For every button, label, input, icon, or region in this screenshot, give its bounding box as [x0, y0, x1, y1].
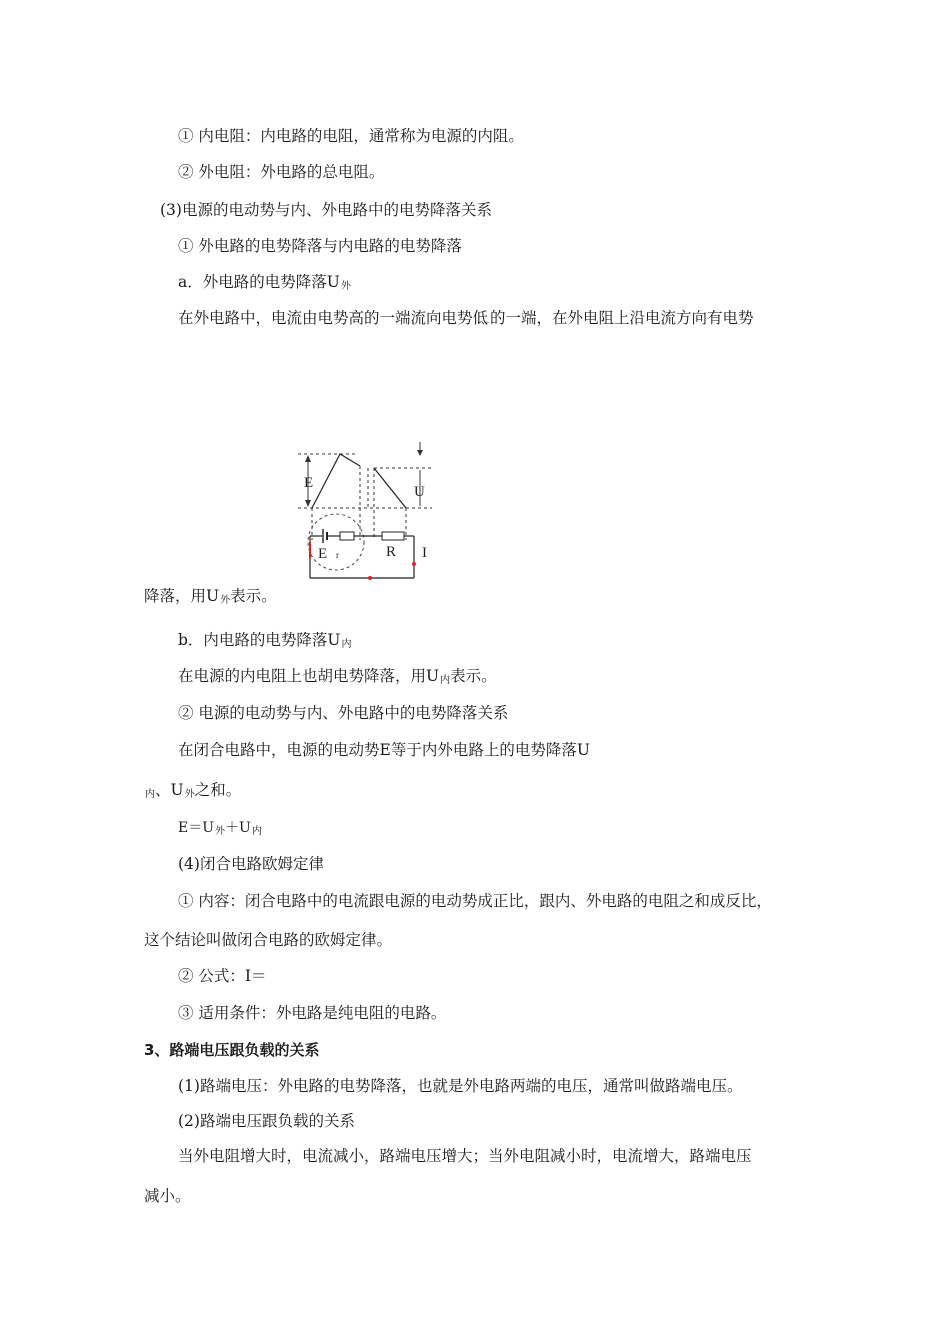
sum-sub-inner: 内	[145, 789, 155, 800]
text-terminal-voltage: (1)路端电压：外电路的电势降落，也就是外电路两端的电压，通常叫做路端电压。	[178, 1077, 743, 1095]
current-marker-bottom	[368, 576, 372, 580]
formula-e-a: E＝U	[178, 820, 215, 836]
text-section-3: (3)电源的电动势与内、外电路中的电势降落关系	[160, 201, 492, 219]
source-circle	[308, 514, 364, 570]
external-drop-desc-a: 在外电路中，电流由电势高的一端流向电势低	[178, 309, 489, 327]
drop-symbol-b: 表示。	[230, 587, 277, 605]
text-ohm-law-content: ① 内容：闭合电路中的电流跟电源的电动势成正比，跟内、外电路的电阻之和成反比，	[178, 892, 772, 910]
circuit-diagram	[296, 440, 436, 590]
text-internal-resistance: ① 内电阻：内电路的电阻，通常称为电源的内阻。	[178, 127, 524, 145]
label-r-big: R	[386, 544, 397, 560]
text-formula: ② 公式：I＝	[178, 967, 267, 985]
formula-e-sub2: 内	[251, 826, 262, 837]
text-load-relation: 当外电阻增大时，电流减小，路端电压增大；当外电阻减小时，电流增大，路端电压	[178, 1147, 752, 1165]
e-arrow-head-down	[305, 500, 311, 507]
text-conditions: ③ 适用条件：外电路是纯电阻的电路。	[178, 1004, 447, 1022]
u-arrow-head-top	[417, 450, 423, 456]
internal-resistor	[340, 532, 354, 540]
text-external-resistance: ② 外电阻：外电路的总电阻。	[178, 163, 385, 181]
formula-e-sub1: 外	[215, 826, 226, 837]
external-resistor	[382, 532, 404, 540]
label-e-left: E	[304, 475, 314, 491]
text-internal-drop-desc	[178, 666, 497, 691]
label-u: U	[414, 484, 425, 500]
potential-step	[374, 468, 406, 508]
sum-sub-outer: 外	[184, 789, 195, 800]
formula-e-b: ＋U	[225, 820, 251, 836]
current-marker-right	[412, 562, 416, 566]
e-arrow-head-up	[305, 455, 311, 462]
label-e-source: E	[318, 546, 328, 562]
item-b-main: b．内电路的电势降落U	[178, 631, 341, 649]
text-external-drop-desc: 在外电路中，电流由电势高的一端流向电势低.的一端，在外电阻上沿电流方向有电势	[178, 309, 754, 327]
internal-drop-b: 表示。	[450, 667, 497, 685]
text-external-drop-symbol	[144, 586, 277, 611]
potential-curve-internal	[312, 454, 360, 508]
text-closed-circuit: 在闭合电路中，电源的电动势E等于内外电路上的电势降落U	[178, 741, 590, 759]
heading-section-3: 3、路端电压跟负载的关系	[144, 1041, 320, 1059]
sum-b: 之和。	[194, 781, 242, 799]
label-r-small: r	[336, 550, 339, 560]
text-subsection-1: ① 外电路的电势降落与内电路的电势降落	[178, 237, 462, 255]
drop-symbol-sub: 外	[220, 595, 231, 606]
text-subsection-2: ② 电源的电动势与内、外电路中的电势降落关系	[178, 704, 509, 722]
label-i: I	[422, 545, 427, 561]
internal-drop-sub: 内	[440, 675, 451, 686]
external-drop-desc-b: 的一端，在外电阻上沿电流方向有电势	[489, 309, 754, 327]
text-item-b	[178, 630, 352, 655]
text-item-a	[178, 272, 351, 297]
item-a-main: a．外电路的电势降落U	[178, 273, 340, 291]
internal-drop-a: 在电源的内电阻上也胡电势降落，用U	[178, 667, 440, 685]
drop-symbol-a: 降落，用U	[144, 587, 220, 605]
sum-a: 、U	[155, 781, 184, 799]
text-formula-e	[178, 818, 262, 842]
item-b-sub: 内	[341, 639, 352, 650]
text-terminal-load: (2)路端电压跟负载的关系	[178, 1112, 355, 1130]
text-load-relation-end: 减小。	[144, 1187, 191, 1205]
text-ohm-law-name: 这个结论叫做闭合电路的欧姆定律。	[144, 931, 393, 949]
text-section-4: (4)闭合电路欧姆定律	[178, 855, 324, 873]
item-a-sub: 外	[340, 281, 351, 292]
text-sum	[144, 780, 241, 805]
